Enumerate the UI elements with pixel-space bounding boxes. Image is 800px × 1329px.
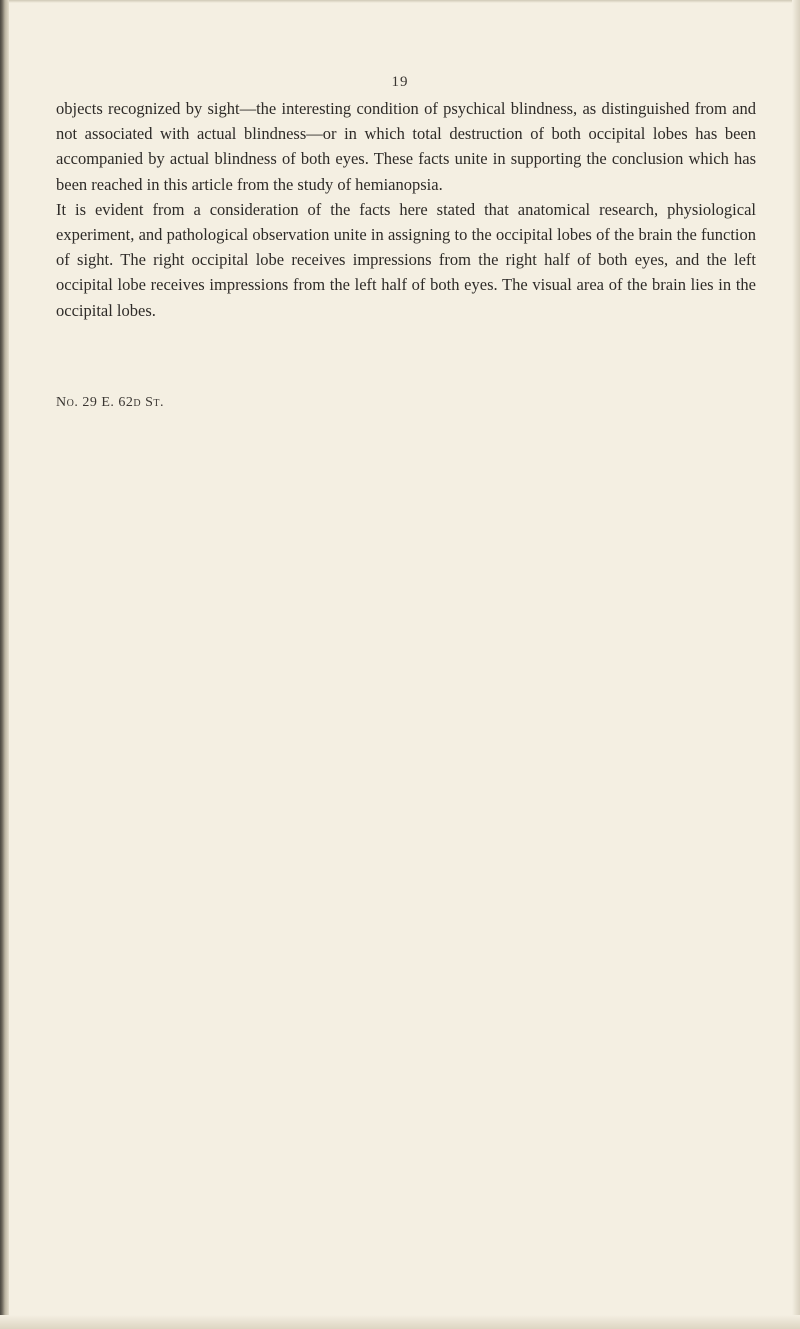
page-number: 19 xyxy=(391,74,409,90)
page-top-edge xyxy=(0,0,800,3)
paragraph-2: It is evident from a consideration of the facts here stated that anatomical research, physiological experiment, and pathological observation unite in assigning to the occipital lobes of the brain the function of sight. The right occipital lobe receives impressions from the right half of both eyes, and the left occipital lobe receives impressions from the left half of both eyes. The visual area of the brain lies in the occipital lobes. xyxy=(56,199,756,320)
body-text xyxy=(56,96,756,323)
page-bottom-edge xyxy=(0,1315,800,1329)
author-address: No. 29 E. 62d St. xyxy=(56,395,164,410)
paragraph-1: objects recognized by sight—the interesting condition of psychical blindness, as distinguished from and not associated with actual blindness—or in which total destruction of both occipital lobes has been accompanied by actual blindness of both eyes. These facts unite in supporting the conclusion which has been reached in this article from the study of hemianopsia. xyxy=(56,99,756,194)
page-right-edge xyxy=(792,0,800,1329)
page-binding-edge xyxy=(0,0,9,1329)
